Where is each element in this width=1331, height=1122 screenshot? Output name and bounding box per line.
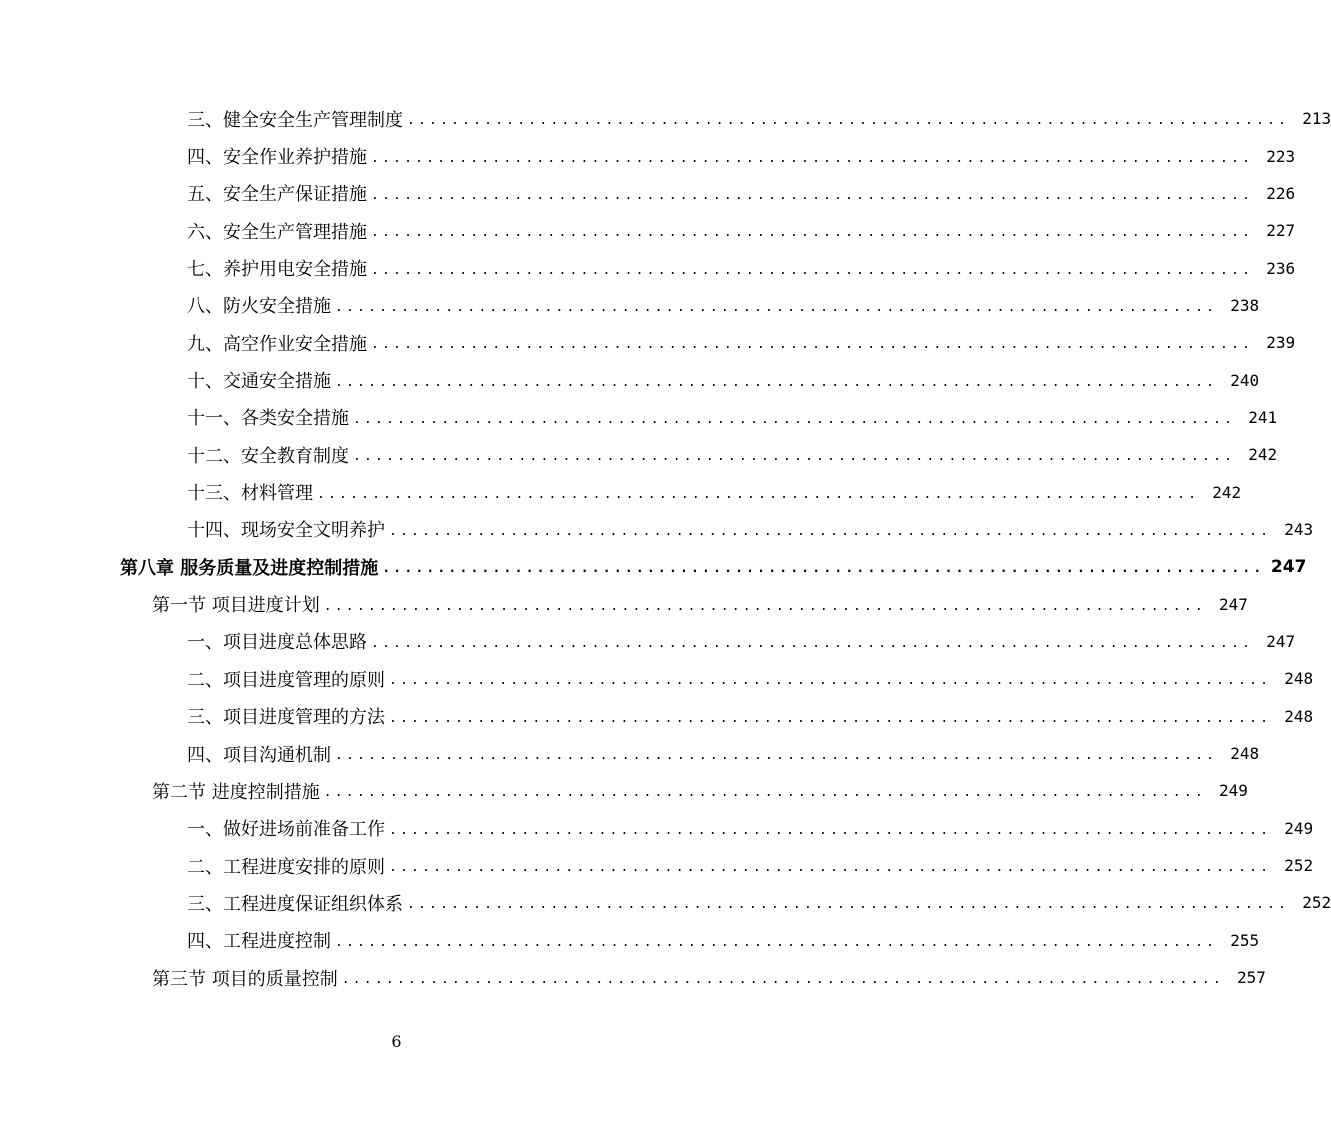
toc-entry-title: 第八章 服务质量及进度控制措施: [120, 557, 379, 579]
toc-subsection-entry[interactable]: [0, 847, 1314, 884]
toc-subsection-entry[interactable]: [0, 324, 1296, 361]
toc-subsection-entry[interactable]: [0, 361, 1260, 398]
toc-dot-leader: ................................................................................: [371, 337, 1254, 353]
toc-dot-leader: ................................................................................: [335, 299, 1218, 315]
toc-entry-page-number: 242: [1212, 482, 1242, 502]
toc-entry-title: 六、安全生产管理措施: [187, 221, 367, 243]
toc-dot-leader: ................................................................................: [341, 972, 1224, 988]
toc-entry-title: 九、高空作业安全措施: [187, 333, 367, 355]
toc-dot-leader: ................................................................................: [389, 710, 1272, 726]
toc-entry-title: 第一节 项目进度计划: [152, 595, 320, 617]
toc-dot-leader: ................................................................................: [335, 934, 1218, 950]
toc-entry-title: 二、工程进度安排的原则: [187, 856, 385, 878]
toc-subsection-entry[interactable]: [0, 287, 1260, 324]
toc-dot-leader: ................................................................................: [382, 561, 1265, 577]
toc-entry-title: 三、项目进度管理的方法: [187, 707, 385, 729]
toc-dot-leader: ................................................................................: [407, 897, 1290, 913]
toc-dot-leader: ................................................................................: [371, 150, 1254, 166]
toc-entry-title: 七、养护用电安全措施: [187, 259, 367, 281]
toc-dot-leader: ................................................................................: [353, 411, 1236, 427]
toc-entry-page-number: 247: [1218, 594, 1248, 614]
toc-entry-page-number: 252: [1302, 893, 1331, 913]
toc-dot-leader: ................................................................................: [407, 113, 1290, 129]
toc-subsection-entry[interactable]: [0, 249, 1296, 286]
table-of-contents: [0, 100, 1331, 996]
toc-subsection-entry[interactable]: [0, 660, 1314, 697]
toc-entry-title: 二、项目进度管理的原则: [187, 669, 385, 691]
toc-dot-leader: ................................................................................: [317, 486, 1200, 502]
toc-entry-page-number: 240: [1230, 370, 1260, 390]
toc-dot-leader: ................................................................................: [389, 673, 1272, 689]
toc-entry-page-number: 248: [1284, 706, 1314, 726]
toc-dot-leader: ................................................................................: [371, 225, 1254, 241]
toc-dot-leader: ................................................................................: [371, 635, 1254, 651]
toc-entry-page-number: 223: [1266, 146, 1296, 166]
toc-entry-title: 十二、安全教育制度: [187, 445, 349, 467]
toc-dot-leader: ................................................................................: [323, 598, 1206, 614]
toc-entry-title: 四、项目沟通机制: [187, 744, 331, 766]
toc-entry-page-number: 247: [1270, 556, 1307, 577]
toc-entry-page-number: 247: [1266, 631, 1296, 651]
toc-subsection-entry[interactable]: [0, 735, 1260, 772]
toc-subsection-entry[interactable]: [0, 698, 1314, 735]
toc-dot-leader: ................................................................................: [371, 262, 1254, 278]
toc-entry-page-number: 242: [1248, 445, 1278, 465]
toc-chapter-entry[interactable]: [0, 548, 1307, 585]
toc-section-entry[interactable]: [0, 585, 1248, 622]
toc-entry-page-number: 248: [1284, 669, 1314, 689]
toc-entry-title: 五、安全生产保证措施: [187, 184, 367, 206]
toc-entry-title: 十四、现场安全文明养护: [187, 520, 385, 542]
toc-subsection-entry[interactable]: [0, 884, 1331, 921]
toc-entry-title: 第二节 进度控制措施: [152, 781, 320, 803]
toc-entry-page-number: 238: [1230, 295, 1260, 315]
toc-entry-title: 一、项目进度总体思路: [187, 632, 367, 654]
toc-subsection-entry[interactable]: [0, 212, 1296, 249]
toc-dot-leader: ................................................................................: [323, 785, 1206, 801]
toc-entry-title: 一、做好进场前准备工作: [187, 819, 385, 841]
toc-entry-title: 四、安全作业养护措施: [187, 147, 367, 169]
toc-entry-title: 三、工程进度保证组织体系: [187, 893, 403, 915]
toc-entry-title: 十三、材料管理: [187, 483, 313, 505]
toc-entry-page-number: 255: [1230, 930, 1260, 950]
toc-entry-page-number: 249: [1284, 818, 1314, 838]
toc-dot-leader: ................................................................................: [389, 822, 1272, 838]
toc-dot-leader: ................................................................................: [353, 449, 1236, 465]
toc-entry-page-number: 248: [1230, 744, 1260, 764]
toc-entry-page-number: 241: [1248, 407, 1278, 427]
toc-subsection-entry[interactable]: [0, 511, 1314, 548]
toc-subsection-entry[interactable]: [0, 623, 1296, 660]
page-number: 6: [391, 1032, 402, 1051]
toc-dot-leader: ................................................................................: [389, 523, 1272, 539]
toc-entry-title: 十一、各类安全措施: [187, 408, 349, 430]
toc-entry-page-number: 243: [1284, 519, 1314, 539]
toc-entry-title: 四、工程进度控制: [187, 931, 331, 953]
toc-section-entry[interactable]: [0, 959, 1266, 996]
toc-subsection-entry[interactable]: [0, 175, 1296, 212]
toc-dot-leader: ................................................................................: [335, 374, 1218, 390]
toc-dot-leader: ................................................................................: [371, 187, 1254, 203]
toc-section-entry[interactable]: [0, 772, 1248, 809]
toc-subsection-entry[interactable]: [0, 100, 1331, 137]
toc-entry-page-number: 227: [1266, 221, 1296, 241]
toc-subsection-entry[interactable]: [0, 810, 1314, 847]
toc-dot-leader: ................................................................................: [389, 860, 1272, 876]
toc-entry-page-number: 226: [1266, 183, 1296, 203]
toc-entry-title: 第三节 项目的质量控制: [152, 968, 338, 990]
toc-dot-leader: ................................................................................: [335, 748, 1218, 764]
toc-entry-title: 三、健全安全生产管理制度: [187, 109, 403, 131]
toc-entry-page-number: 239: [1266, 333, 1296, 353]
toc-subsection-entry[interactable]: [0, 137, 1296, 174]
toc-entry-title: 八、防火安全措施: [187, 296, 331, 318]
toc-subsection-entry[interactable]: [0, 436, 1278, 473]
toc-subsection-entry[interactable]: [0, 399, 1278, 436]
toc-entry-page-number: 249: [1218, 781, 1248, 801]
toc-entry-page-number: 257: [1236, 968, 1266, 988]
toc-subsection-entry[interactable]: [0, 922, 1260, 959]
toc-entry-title: 十、交通安全措施: [187, 371, 331, 393]
toc-entry-page-number: 236: [1266, 258, 1296, 278]
toc-entry-page-number: 252: [1284, 856, 1314, 876]
toc-subsection-entry[interactable]: [0, 473, 1242, 510]
toc-entry-page-number: 213: [1302, 109, 1331, 129]
